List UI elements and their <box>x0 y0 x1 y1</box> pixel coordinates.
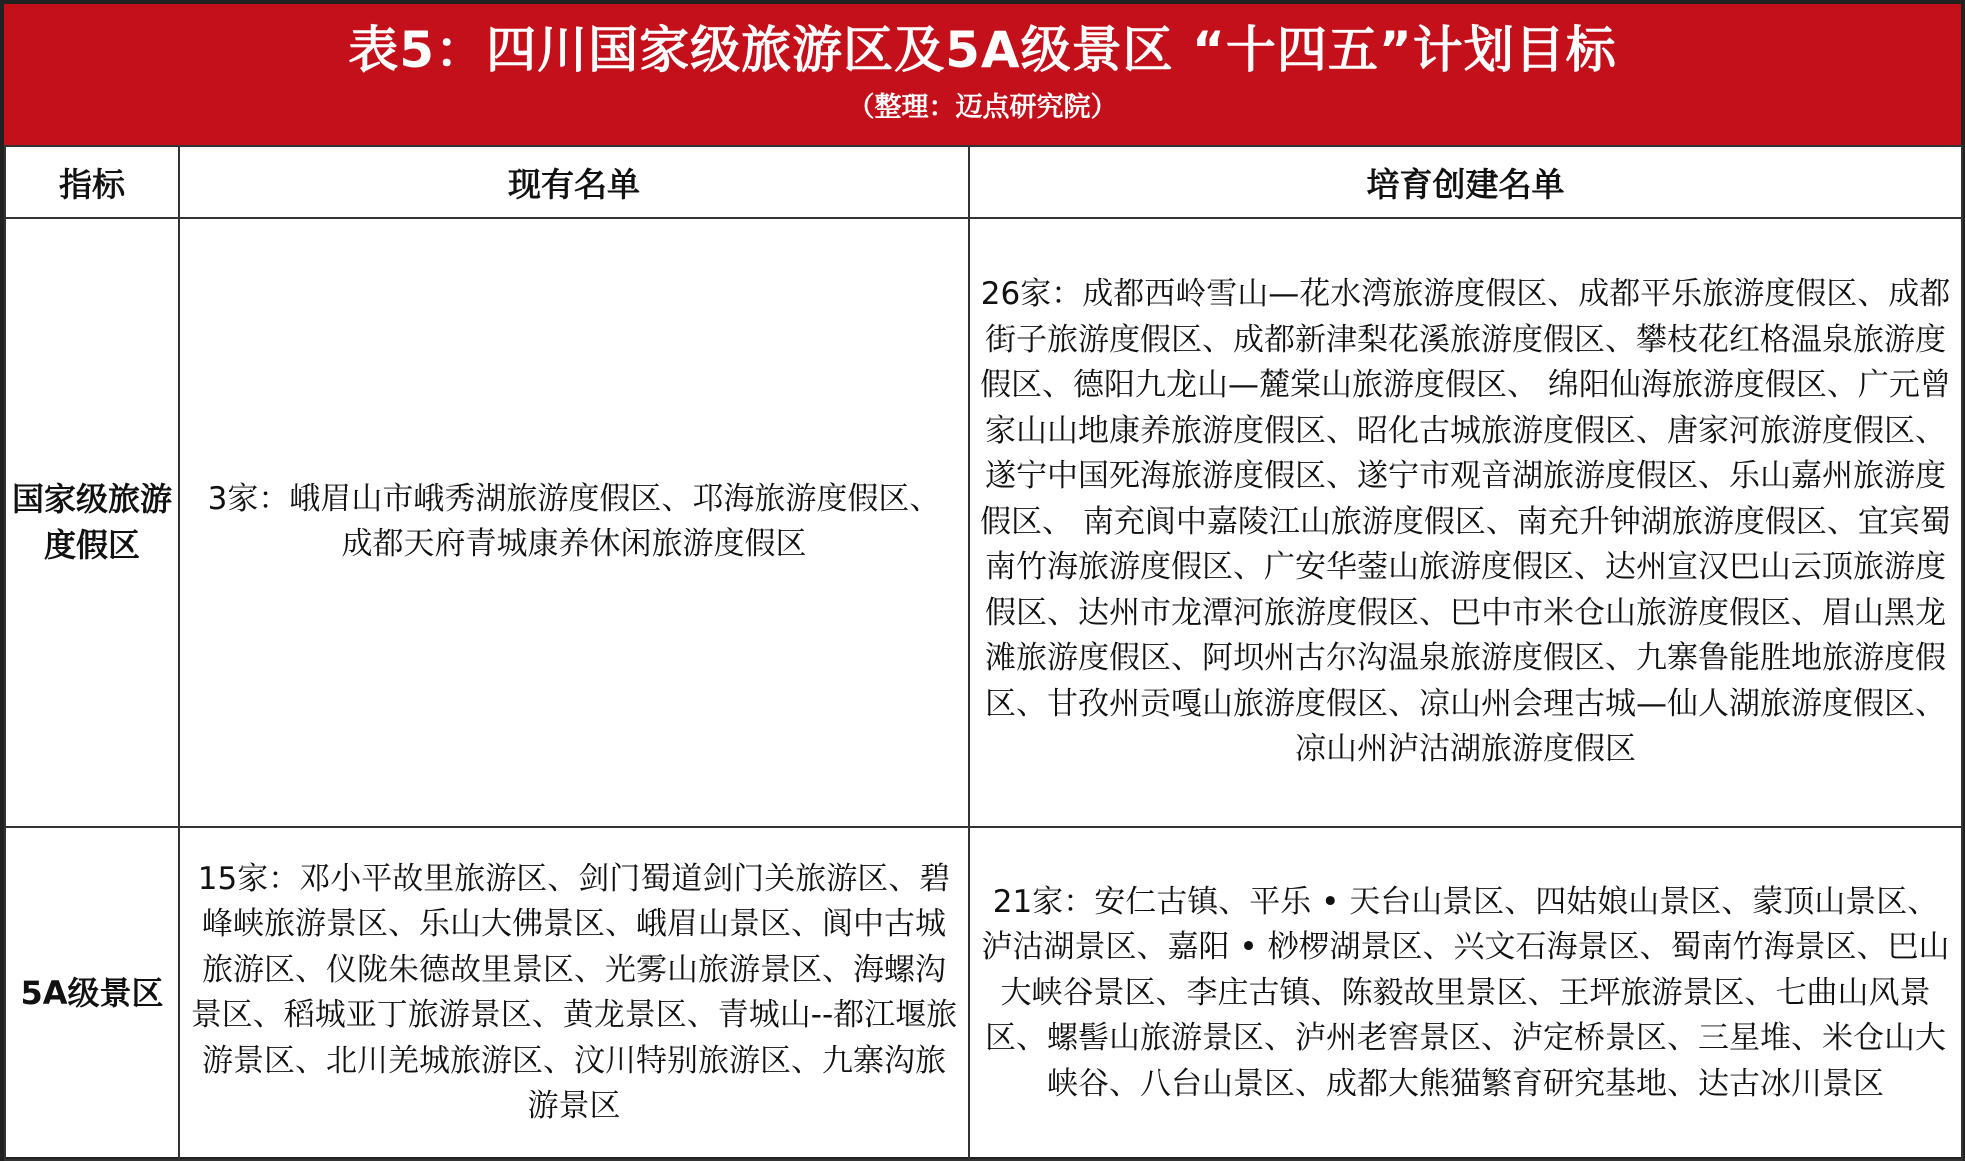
target-table <box>4 145 1963 1161</box>
table-row <box>5 218 1962 826</box>
resort-planned-list: 26家：成都西岭雪山—花水湾旅游度假区、成都平乐旅游度假区、成都街子旅游度假区、成都新津梨花溪旅游度假区、攀枝花红格温泉旅游度假区、德阳九龙山—麓棠山旅游度假区、 绵阳仙海旅游度假区、广元曾家山山地康养旅游度假区、昭化古城旅游度假区、唐家河旅游度假区、遂宁中国死海旅游度假区、遂宁市观音湖旅游度假区、乐山嘉州旅游度假区、 南充阆中嘉陵江山旅游度假区、南充升钟湖旅游度假区、宜宾蜀南竹海旅游度假区、广安华蓥山旅游度假区、达州宣汉巴山云顶旅游度假区、达州市龙潭河旅游度假区、巴中市米仓山旅游度假区、眉山黑龙滩旅游度假区、阿坝州古尔沟温泉旅游度假区、九寨鲁能胜地旅游度假区、甘孜州贡嘎山旅游度假区、凉山州会理古城—仙人湖旅游度假区、凉山州泸沽湖旅游度假区 <box>969 218 1962 826</box>
resort-existing-list: 3家：峨眉山市峨秀湖旅游度假区、邛海旅游度假区、成都天府青城康养休闲旅游度假区 <box>179 218 969 826</box>
table-row <box>5 827 1962 1160</box>
title-banner <box>4 4 1961 145</box>
column-header-indicator: 指标 <box>5 146 179 218</box>
5a-existing-list: 15家：邓小平故里旅游区、剑门蜀道剑门关旅游区、碧峰峡旅游景区、乐山大佛景区、峨眉山景区、阆中古城旅游区、仪陇朱德故里景区、光雾山旅游景区、海螺沟景区、稻城亚丁旅游景区、黄龙景区、青城山--都江堰旅游景区、北川羌城旅游区、汶川特别旅游区、九寨沟旅游景区 <box>179 827 969 1160</box>
row-label-5a: 5A级景区 <box>5 827 179 1160</box>
row-label-resort: 国家级旅游度假区 <box>5 218 179 826</box>
column-header-existing: 现有名单 <box>179 146 969 218</box>
column-header-planned: 培育创建名单 <box>969 146 1962 218</box>
document-subtitle: （整理：迈点研究院） <box>847 92 1118 123</box>
5a-planned-list: 21家：安仁古镇、平乐 • 天台山景区、四姑娘山景区、蒙顶山景区、泸沽湖景区、嘉阳 • 桫椤湖景区、兴文石海景区、蜀南竹海景区、巴山大峡谷景区、李庄古镇、陈毅故里景区、王坪旅游景区、七曲山风景区、螺髻山旅游景区、泸州老窖景区、泸定桥景区、三星堆、米仓山大峡谷、八台山景区、成都大熊猫繁育研究基地、达古冰川景区 <box>969 827 1962 1160</box>
table-header-row <box>5 146 1962 218</box>
document-title: 表5：四川国家级旅游区及5A级景区 “十四五”计划目标 <box>348 21 1617 79</box>
